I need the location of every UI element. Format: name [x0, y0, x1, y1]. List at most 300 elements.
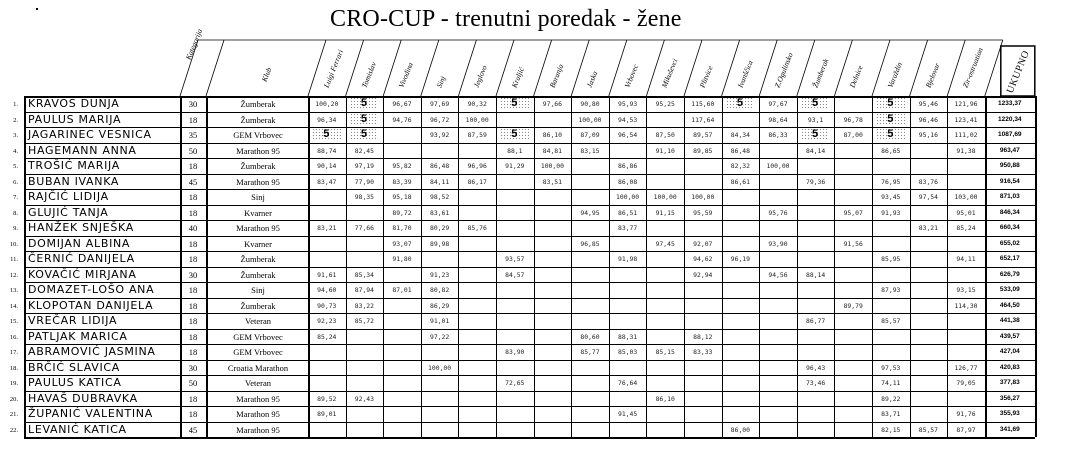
- club-name: GEM Vrbovec: [233, 347, 283, 357]
- race-score: 87,94: [354, 286, 375, 294]
- race-score: 93,57: [505, 255, 525, 263]
- category-value: 45: [188, 424, 198, 435]
- race-score: 91,45: [617, 410, 638, 418]
- race-score: 96,43: [805, 363, 826, 372]
- race-score: 94,62: [693, 255, 713, 263]
- club-name: Žumberak: [240, 114, 276, 125]
- race-score: 87,59: [467, 131, 487, 139]
- race-score: 95,25: [655, 100, 675, 108]
- column-rule: [910, 96, 911, 437]
- race-score: 90,80: [580, 100, 600, 108]
- header-race: Kraljić: [509, 65, 526, 89]
- race-score: 86,51: [617, 208, 638, 217]
- race-score: 111,02: [954, 131, 978, 139]
- club-name: Marathon 95: [236, 223, 280, 233]
- row-number: 14.: [9, 302, 18, 310]
- header-race: Jeglovo: [472, 63, 490, 89]
- club-name: Sinj: [251, 192, 265, 202]
- runner-name: PATLJAK MARICA: [28, 329, 128, 343]
- total-score: 441,38: [999, 317, 1020, 324]
- row-rule: [24, 344, 1035, 345]
- category-value: 18: [188, 207, 198, 218]
- race-score: 83,21: [317, 224, 337, 232]
- header-slant: [346, 40, 364, 96]
- race-score: 91,10: [655, 146, 675, 155]
- race-score: 85,72: [354, 317, 375, 325]
- race-score: 81,70: [392, 224, 412, 232]
- row-number: 7.: [13, 194, 18, 201]
- race-score: 76,64: [617, 379, 638, 387]
- category-value: 18: [188, 192, 198, 202]
- column-rule: [24, 96, 26, 437]
- race-score: 117,64: [691, 115, 715, 124]
- bonus-points-cell: 5: [801, 97, 830, 110]
- race-score: 85,77: [580, 348, 600, 356]
- runner-name: HAGEMANN ANNA: [28, 143, 137, 157]
- row-rule: [24, 251, 1035, 252]
- category-value: 18: [188, 347, 198, 357]
- race-score: 93,07: [392, 239, 412, 248]
- header-slant: [797, 40, 815, 96]
- club-name: Žumberak: [240, 99, 276, 109]
- race-score: 96,96: [467, 162, 487, 170]
- club-name: Kvarner: [244, 238, 272, 249]
- header-slant: [496, 40, 514, 96]
- row-rule: [24, 158, 1035, 159]
- row-rule: [24, 143, 1035, 144]
- race-score: 86,10: [542, 131, 563, 139]
- race-score: 94,60: [317, 286, 337, 294]
- runner-name: LEVANIĆ KATICA: [28, 422, 127, 436]
- race-score: 96,46: [918, 115, 939, 124]
- row-number: 1.: [13, 101, 18, 108]
- race-score: 92,43: [354, 394, 375, 403]
- category-value: 50: [188, 145, 198, 156]
- header-race: Bjelovar: [923, 61, 942, 89]
- total-score: 963,47: [999, 146, 1020, 154]
- header-slant: [722, 40, 740, 96]
- race-score: 123,41: [954, 115, 978, 124]
- race-score: 94,53: [617, 115, 638, 124]
- header-race: Z.Ogulinsko: [772, 51, 796, 89]
- club-name: Žumberak: [240, 161, 276, 171]
- row-number: 2.: [13, 116, 18, 124]
- row-number: 12.: [9, 271, 18, 279]
- race-score: 91,93: [881, 208, 901, 217]
- header-slant: [458, 40, 476, 96]
- category-value: 18: [188, 393, 198, 404]
- row-rule: [24, 375, 1035, 376]
- race-score: 95,93: [617, 100, 638, 108]
- header-slant: [910, 40, 928, 96]
- bonus-points-cell: 5: [500, 128, 529, 141]
- race-score: 90,32: [467, 100, 487, 108]
- race-score: 82,15: [881, 425, 901, 434]
- race-score: 85,57: [881, 317, 901, 325]
- race-score: 85,95: [881, 255, 901, 263]
- race-score: 89,72: [392, 208, 412, 217]
- race-score: 82,32: [730, 162, 751, 170]
- race-score: 100,00: [465, 115, 489, 124]
- race-score: 95,46: [918, 100, 939, 108]
- race-score: 85,15: [655, 348, 675, 356]
- race-score: 87,50: [655, 131, 675, 139]
- club-name: Marathon 95: [236, 409, 280, 419]
- row-number: 11.: [10, 256, 18, 263]
- club-name: GEM Vrbovec: [233, 331, 283, 342]
- club-name: Marathon 95: [236, 393, 280, 404]
- club-name: Marathon 95: [236, 176, 280, 187]
- race-score: 83,33: [693, 348, 713, 356]
- club-name: GEM Vrbovec: [233, 130, 283, 140]
- race-score: 90,14: [317, 162, 337, 170]
- category-value: 30: [188, 99, 198, 109]
- race-score: 83,71: [881, 410, 901, 418]
- race-score: 86,08: [617, 177, 638, 186]
- race-score: 126,77: [954, 363, 978, 372]
- header-slant: [947, 40, 965, 96]
- race-score: 97,53: [881, 363, 901, 372]
- total-score: 427,04: [999, 348, 1020, 355]
- bonus-points-cell: 5: [801, 128, 830, 141]
- row-number: 13.: [9, 287, 18, 294]
- race-score: 91,01: [429, 317, 450, 325]
- bonus-points-cell: 5: [876, 128, 905, 141]
- race-score: 92,94: [693, 270, 713, 279]
- race-score: 86,29: [429, 301, 450, 310]
- header-race: Plitvice: [697, 64, 715, 89]
- race-score: 95,16: [918, 131, 939, 139]
- total-score: 356,27: [999, 394, 1020, 402]
- race-score: 89,98: [429, 239, 450, 248]
- header-slant: [571, 40, 589, 96]
- column-rule: [458, 96, 459, 437]
- race-score: 89,57: [693, 131, 713, 139]
- race-score: 88,12: [693, 332, 713, 341]
- column-rule: [1035, 96, 1037, 437]
- race-score: 97,45: [655, 239, 675, 248]
- bonus-points-cell: 5: [350, 113, 379, 126]
- total-score: 660,34: [999, 224, 1020, 231]
- header-race: Žumberak: [810, 57, 831, 89]
- runner-name: RAJČIĆ LIDIJA: [28, 190, 109, 203]
- header-slant: [534, 40, 552, 96]
- club-name: Kvarner: [244, 207, 272, 218]
- race-score: 92,07: [693, 239, 713, 248]
- runner-name: DOMAZET-LOŠO ANA: [28, 283, 155, 296]
- header-slant: [206, 40, 224, 96]
- total-score: 420,83: [999, 363, 1020, 371]
- category-value: 40: [188, 223, 198, 233]
- race-score: 85,03: [617, 348, 638, 356]
- race-score: 96,85: [580, 239, 600, 248]
- race-score: 96,34: [317, 115, 337, 124]
- header-race: Jaska: [584, 69, 600, 89]
- total-score: 377,83: [999, 379, 1020, 386]
- race-score: 83,39: [392, 177, 412, 186]
- category-value: 18: [188, 254, 198, 264]
- race-score: 89,22: [881, 394, 901, 403]
- race-score: 89,85: [693, 146, 713, 155]
- race-score: 97,69: [429, 100, 450, 108]
- race-score: 96,54: [617, 131, 638, 139]
- race-score: 93,1: [807, 115, 824, 124]
- row-number: 19.: [9, 380, 18, 387]
- runner-name: BRČIĆ SLAVICA: [28, 360, 121, 374]
- club-name: Žumberak: [240, 269, 276, 280]
- row-rule: [24, 422, 1035, 423]
- race-score: 80,82: [429, 286, 450, 294]
- race-score: 83,90: [505, 348, 525, 356]
- column-rule: [421, 96, 422, 437]
- header-ukupno: UKUPNO: [1004, 48, 1032, 95]
- race-score: 83,76: [918, 177, 939, 186]
- header-race: Ivanščica: [735, 58, 755, 89]
- race-score: 93,45: [881, 193, 901, 201]
- race-score: 95,18: [392, 193, 412, 201]
- header-race: Delnice: [848, 63, 866, 89]
- race-score: 79,05: [956, 379, 976, 387]
- row-number: 9.: [13, 225, 18, 232]
- race-score: 91,61: [317, 270, 337, 279]
- category-value: 18: [188, 331, 198, 342]
- row-number: 5.: [13, 163, 18, 170]
- category-value: 18: [188, 409, 198, 419]
- row-rule: [24, 236, 1035, 237]
- row-number: 17.: [9, 349, 18, 356]
- club-name: Sinj: [251, 285, 265, 295]
- total-score: 1233,37: [998, 100, 1022, 107]
- race-score: 88,14: [805, 270, 826, 279]
- race-score: 95,76: [768, 208, 788, 217]
- runner-name: KOVAČIĆ MIRJANA: [28, 267, 137, 281]
- race-score: 97,66: [542, 100, 563, 108]
- race-score: 72,65: [505, 379, 525, 387]
- row-rule: [24, 391, 1035, 392]
- header-race: Vrbovec: [622, 62, 640, 89]
- race-score: 94,11: [956, 255, 976, 263]
- header-slant: [308, 40, 326, 96]
- race-score: 79,36: [805, 177, 826, 186]
- race-score: 91,29: [505, 162, 525, 170]
- race-score: 95,01: [956, 208, 976, 217]
- runner-name: PAULUS MARIJA: [28, 112, 122, 126]
- race-score: 97,19: [354, 162, 375, 170]
- row-number: 16.: [9, 333, 18, 341]
- bonus-points-cell: 5: [500, 97, 529, 110]
- race-score: 96,67: [392, 100, 412, 108]
- page-title: CRO-CUP - trenutni poredak - žene: [330, 6, 682, 32]
- race-score: 83,22: [354, 301, 375, 310]
- row-number: 4.: [13, 147, 18, 155]
- category-value: 18: [188, 316, 198, 326]
- race-score: 88,1: [507, 146, 523, 155]
- race-score: 86,48: [429, 162, 450, 170]
- column-rule: [759, 96, 760, 437]
- race-score: 89,79: [843, 301, 863, 310]
- race-score: 91,98: [617, 255, 638, 263]
- race-score: 76,95: [881, 177, 901, 186]
- category-value: 18: [188, 285, 198, 295]
- total-score: 871,03: [999, 193, 1020, 200]
- row-rule: [24, 282, 1035, 283]
- header-kategorija: Kategorija: [183, 27, 205, 62]
- row-rule: [24, 174, 1035, 175]
- runner-name: ČERNIĆ DANIJELA: [28, 252, 135, 265]
- category-value: 18: [188, 114, 198, 125]
- race-score: 91,56: [843, 239, 863, 248]
- row-number: 3.: [13, 132, 18, 139]
- race-score: 86,33: [768, 131, 788, 139]
- race-score: 93,92: [429, 131, 450, 139]
- total-score: 655,02: [999, 239, 1020, 247]
- header-race: Sinj: [434, 74, 448, 89]
- race-score: 74,11: [881, 379, 901, 387]
- race-score: 73,46: [805, 379, 826, 387]
- total-score: 1087,69: [998, 131, 1022, 138]
- race-score: 96,19: [730, 255, 751, 263]
- row-rule: [24, 267, 1035, 268]
- runner-name: DOMIJAN ALBINA: [28, 236, 131, 250]
- race-score: 86,17: [467, 177, 487, 186]
- race-score: 82,45: [354, 146, 375, 155]
- race-score: 100,00: [428, 363, 452, 372]
- race-score: 84,34: [730, 131, 751, 139]
- header-klub: Klub: [259, 66, 274, 83]
- header-race: Tomislav: [359, 60, 378, 89]
- race-score: 93,15: [956, 286, 976, 294]
- race-score: 94,95: [580, 208, 600, 217]
- header-slant: [421, 40, 439, 96]
- race-score: 92,23: [317, 317, 337, 325]
- runner-name: JAGARINEC VESNICA: [28, 128, 152, 141]
- race-score: 87,97: [956, 425, 976, 434]
- race-score: 121,96: [954, 100, 978, 108]
- row-rule: [24, 313, 1035, 314]
- runner-name: HANŽEK SNJEŠKA: [28, 221, 134, 234]
- race-score: 84,14: [805, 146, 826, 155]
- total-score: 950,88: [999, 162, 1020, 169]
- column-rule: [834, 96, 835, 437]
- race-score: 83,47: [317, 177, 337, 186]
- race-score: 87,09: [580, 131, 600, 139]
- race-score: 91,15: [655, 208, 675, 217]
- header-race: Vivodina: [396, 61, 416, 89]
- race-score: 100,00: [540, 162, 564, 170]
- race-score: 87,00: [843, 131, 863, 139]
- bonus-points-cell: 5: [350, 128, 379, 141]
- race-score: 80,60: [580, 332, 600, 341]
- race-score: 84,11: [429, 177, 450, 186]
- club-name: Marathon 95: [236, 424, 280, 435]
- race-score: 94,56: [768, 270, 788, 279]
- bonus-points-cell: 5: [876, 113, 905, 126]
- race-score: 87,93: [881, 286, 901, 294]
- row-number: 15.: [9, 318, 18, 325]
- race-score: 95,82: [392, 162, 412, 170]
- race-score: 115,60: [691, 100, 715, 108]
- club-name: Žumberak: [240, 300, 276, 311]
- race-score: 86,00: [730, 425, 751, 434]
- total-score: 355,93: [999, 410, 1020, 417]
- header-race: Luigi Ferrari: [321, 48, 346, 89]
- bonus-points-cell: 5: [726, 97, 755, 110]
- race-score: 103,00: [954, 193, 978, 201]
- runner-name: KRAVOS DUNJA: [28, 97, 120, 110]
- row-rule: [24, 298, 1035, 299]
- row-rule: [24, 189, 1035, 190]
- club-name: Veteran: [245, 378, 271, 388]
- total-score: 652,17: [999, 255, 1020, 262]
- race-score: 91,38: [956, 146, 976, 155]
- header-slant: [759, 40, 777, 96]
- race-score: 100,00: [616, 193, 640, 201]
- race-score: 100,00: [766, 162, 790, 170]
- total-score: 626,79: [999, 270, 1020, 278]
- club-name: Žumberak: [240, 254, 276, 264]
- race-score: 98,52: [429, 193, 450, 201]
- race-score: 89,01: [317, 410, 337, 418]
- race-score: 86,10: [655, 394, 675, 403]
- bonus-points-cell: 5: [876, 97, 905, 110]
- runner-name: HAVAŠ DUBRAVKA: [28, 391, 138, 405]
- race-score: 91,76: [956, 410, 976, 418]
- category-value: 45: [188, 176, 198, 187]
- race-score: 91,23: [429, 270, 450, 279]
- race-score: 86,65: [881, 146, 901, 155]
- race-score: 85,24: [317, 332, 337, 341]
- race-score: 85,57: [918, 425, 939, 434]
- row-number: 8.: [13, 209, 18, 217]
- bonus-points-cell: 5: [350, 97, 379, 110]
- total-score: 533,09: [999, 286, 1020, 293]
- race-score: 91,80: [392, 255, 412, 263]
- row-number: 22.: [9, 426, 18, 434]
- race-score: 100,00: [653, 193, 677, 201]
- runner-name: TROŠIĆ MARIJA: [28, 159, 121, 172]
- race-score: 87,01: [392, 286, 412, 294]
- header-race: Zir-ostruation: [960, 46, 986, 89]
- club-name: Marathon 95: [236, 145, 280, 156]
- race-score: 100,20: [315, 100, 339, 108]
- runner-name: PAULUS KATICA: [28, 376, 122, 389]
- race-score: 97,67: [768, 100, 788, 108]
- race-score: 98,35: [354, 193, 375, 201]
- race-score: 97,22: [429, 332, 450, 341]
- race-score: 88,74: [317, 146, 337, 155]
- header-slant: [872, 40, 890, 96]
- race-score: 95,07: [843, 208, 863, 217]
- race-score: 83,21: [918, 224, 939, 232]
- race-score: 100,00: [578, 115, 602, 124]
- header-race: Baranja: [547, 62, 565, 89]
- header-slant: [684, 40, 702, 96]
- club-name: Croatia Marathon: [227, 362, 289, 373]
- row-number: 6.: [13, 178, 18, 186]
- race-score: 83,77: [617, 224, 638, 232]
- header-race: Varaždin: [885, 60, 904, 89]
- race-score: 95,59: [693, 208, 713, 217]
- race-score: 77,90: [354, 177, 375, 186]
- header-slant: [834, 40, 852, 96]
- runner-name: ABRAMOVIĆ JASMINA: [28, 345, 156, 358]
- runner-name: KLOPOTAN DANIJELA: [28, 298, 154, 312]
- row-number: 21.: [9, 411, 18, 418]
- race-score: 86,86: [617, 162, 638, 170]
- total-score: 916,54: [999, 177, 1020, 185]
- header-slant: [180, 40, 198, 96]
- race-score: 85,34: [354, 270, 375, 279]
